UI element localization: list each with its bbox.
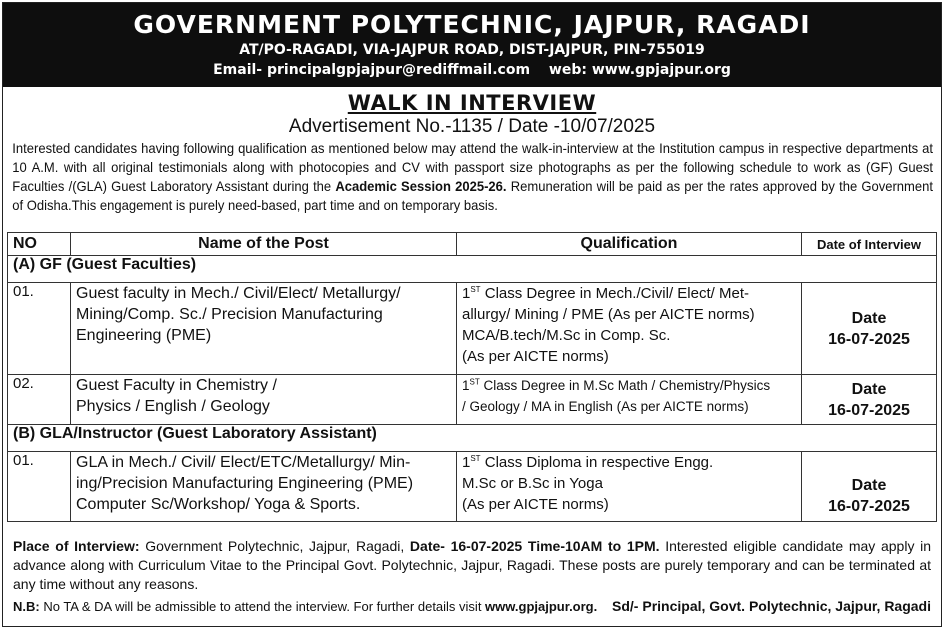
signature: Sd/- Principal, Govt. Polytechnic, Jajpur, Ragadi bbox=[612, 598, 931, 614]
post-line: Mining/Comp. Sc./ Precision Manufacturing bbox=[76, 306, 383, 323]
place-paragraph bbox=[13, 537, 931, 594]
qual-superscript: ST bbox=[470, 285, 481, 294]
intro-text-1: Interested candidates having following qualification as mentioned below may attend the walk-in-interview at the Institution campus in respective departments at 10 A.M. with all original testimonials along with photocopies and CV with passport size photographs as per the following schedule to work as (GF) Guest Faculties /(GLA) Guest Laboratory Assistant during the bbox=[12, 140, 934, 194]
post-line: Physics / English / Geology bbox=[76, 398, 270, 415]
qual-ordinal: 1 bbox=[462, 285, 471, 302]
place-label: Place of Interview: bbox=[13, 538, 140, 554]
nb-label: N.B: bbox=[13, 599, 40, 614]
website: web: www.gpjajpur.org bbox=[548, 62, 731, 78]
institution-contact bbox=[3, 60, 941, 80]
section-b-label: (B) GLA/Instructor (Guest Laboratory Assistant) bbox=[8, 425, 937, 452]
qual-text: Class Diploma in respective Engg. bbox=[480, 454, 714, 471]
qual-ordinal: 1 bbox=[462, 454, 471, 471]
advertisement-number: Advertisement No.-1135 / Date -10/07/2025 bbox=[288, 116, 656, 137]
interview-date bbox=[802, 375, 937, 425]
qual-line: / Geology / MA in English (As per AICTE norms) bbox=[462, 399, 749, 414]
advertisement-page bbox=[2, 2, 942, 627]
post-line: Guest Faculty in Chemistry / bbox=[76, 377, 277, 394]
notice-title: WALK IN INTERVIEW bbox=[347, 91, 597, 115]
post-line: Engineering (PME) bbox=[76, 327, 212, 344]
institution-name: GOVERNMENT POLYTECHNIC, JAJPUR, RAGADI bbox=[133, 10, 811, 39]
date-label: Date bbox=[851, 309, 887, 327]
posts-table bbox=[7, 232, 937, 522]
header-banner bbox=[3, 3, 941, 87]
qual-line: (As per AICTE norms) bbox=[462, 348, 609, 365]
qual-ordinal: 1 bbox=[462, 378, 470, 393]
footer bbox=[3, 537, 939, 616]
interview-date bbox=[802, 452, 937, 522]
section-a-label: (A) GF (Guest Faculties) bbox=[8, 256, 937, 283]
intro-paragraph bbox=[3, 138, 939, 215]
section-row bbox=[8, 256, 937, 283]
institution-address: AT/PO-RAGADI, VIA-JAJPUR ROAD, DIST-JAJPUR, PIN-755019 bbox=[239, 42, 705, 58]
table-header-row bbox=[8, 233, 937, 256]
date-value: 16-07-2025 bbox=[828, 330, 910, 348]
qualification bbox=[457, 375, 802, 425]
nb-website: www.gpjajpur.org. bbox=[485, 599, 598, 614]
row-number: 02. bbox=[8, 375, 71, 425]
qual-line: (As per AICTE norms) bbox=[462, 496, 609, 513]
email: Email- principalgpjajpur@rediffmail.com bbox=[213, 62, 531, 78]
date-label: Date bbox=[851, 477, 887, 494]
header-date: Date of Interview bbox=[802, 233, 937, 256]
qualification bbox=[457, 452, 802, 522]
qual-line: allurgy/ Mining / PME (As per AICTE norms) bbox=[462, 306, 755, 323]
post-name bbox=[71, 452, 457, 522]
qual-superscript: ST bbox=[470, 454, 481, 463]
post-name bbox=[71, 375, 457, 425]
row-number: 01. bbox=[8, 452, 71, 522]
place-text: Government Polytechnic, Jajpur, Ragadi, bbox=[139, 538, 410, 554]
table-row bbox=[8, 452, 937, 522]
interview-datetime: Date- 16-07-2025 Time-10AM to 1PM. bbox=[409, 538, 660, 554]
date-value: 16-07-2025 bbox=[828, 498, 910, 515]
header-no: NO bbox=[8, 233, 71, 256]
qual-text: Class Degree in M.Sc Math / Chemistry/Physics bbox=[479, 378, 771, 393]
qual-line bbox=[462, 283, 796, 304]
table-row bbox=[8, 283, 937, 375]
qual-superscript: ST bbox=[469, 377, 480, 387]
header-post: Name of the Post bbox=[71, 233, 457, 256]
post-line: ing/Precision Manufacturing Engineering (PME) bbox=[76, 475, 414, 492]
qual-line: M.Sc or B.Sc in Yoga bbox=[462, 475, 603, 492]
qual-text: Class Degree in Mech./Civil/ Elect/ Met- bbox=[480, 285, 749, 302]
nb-line bbox=[13, 597, 931, 616]
section-row bbox=[8, 425, 937, 452]
header-qualification: Qualification bbox=[457, 233, 802, 256]
nb-note bbox=[13, 597, 597, 616]
place-rest: Interested eligible candidate may apply in advance along with Curriculum Vitae to the Principal Govt. Polytechnic, Jajpur, Ragadi. These posts are purely temporary and can be terminated at any time without any reasons. bbox=[13, 538, 932, 592]
intro-text-2: Remuneration will be paid as per the rates approved by the Government of Odisha.This engagement is purely need-based, part time and on temporary basis. bbox=[12, 178, 933, 213]
academic-session: Academic Session 2025-26. bbox=[335, 178, 507, 194]
date-label: Date bbox=[851, 380, 887, 398]
qual-line bbox=[462, 375, 796, 396]
post-line: Computer Sc/Workshop/ Yoga & Sports. bbox=[76, 496, 361, 513]
date-value: 16-07-2025 bbox=[828, 401, 910, 419]
row-number: 01. bbox=[8, 283, 71, 375]
post-name bbox=[71, 283, 457, 375]
qual-line bbox=[462, 452, 796, 473]
post-line: Guest faculty in Mech./ Civil/Elect/ Metallurgy/ bbox=[76, 285, 401, 302]
post-line: GLA in Mech./ Civil/ Elect/ETC/Metallurgy/ Min- bbox=[76, 454, 411, 471]
table-row bbox=[8, 375, 937, 425]
qual-line: MCA/B.tech/M.Sc in Comp. Sc. bbox=[462, 327, 671, 344]
interview-date bbox=[802, 283, 937, 375]
qualification bbox=[457, 283, 802, 375]
nb-text: No TA & DA will be admissible to attend the interview. For further details visit bbox=[39, 599, 486, 614]
